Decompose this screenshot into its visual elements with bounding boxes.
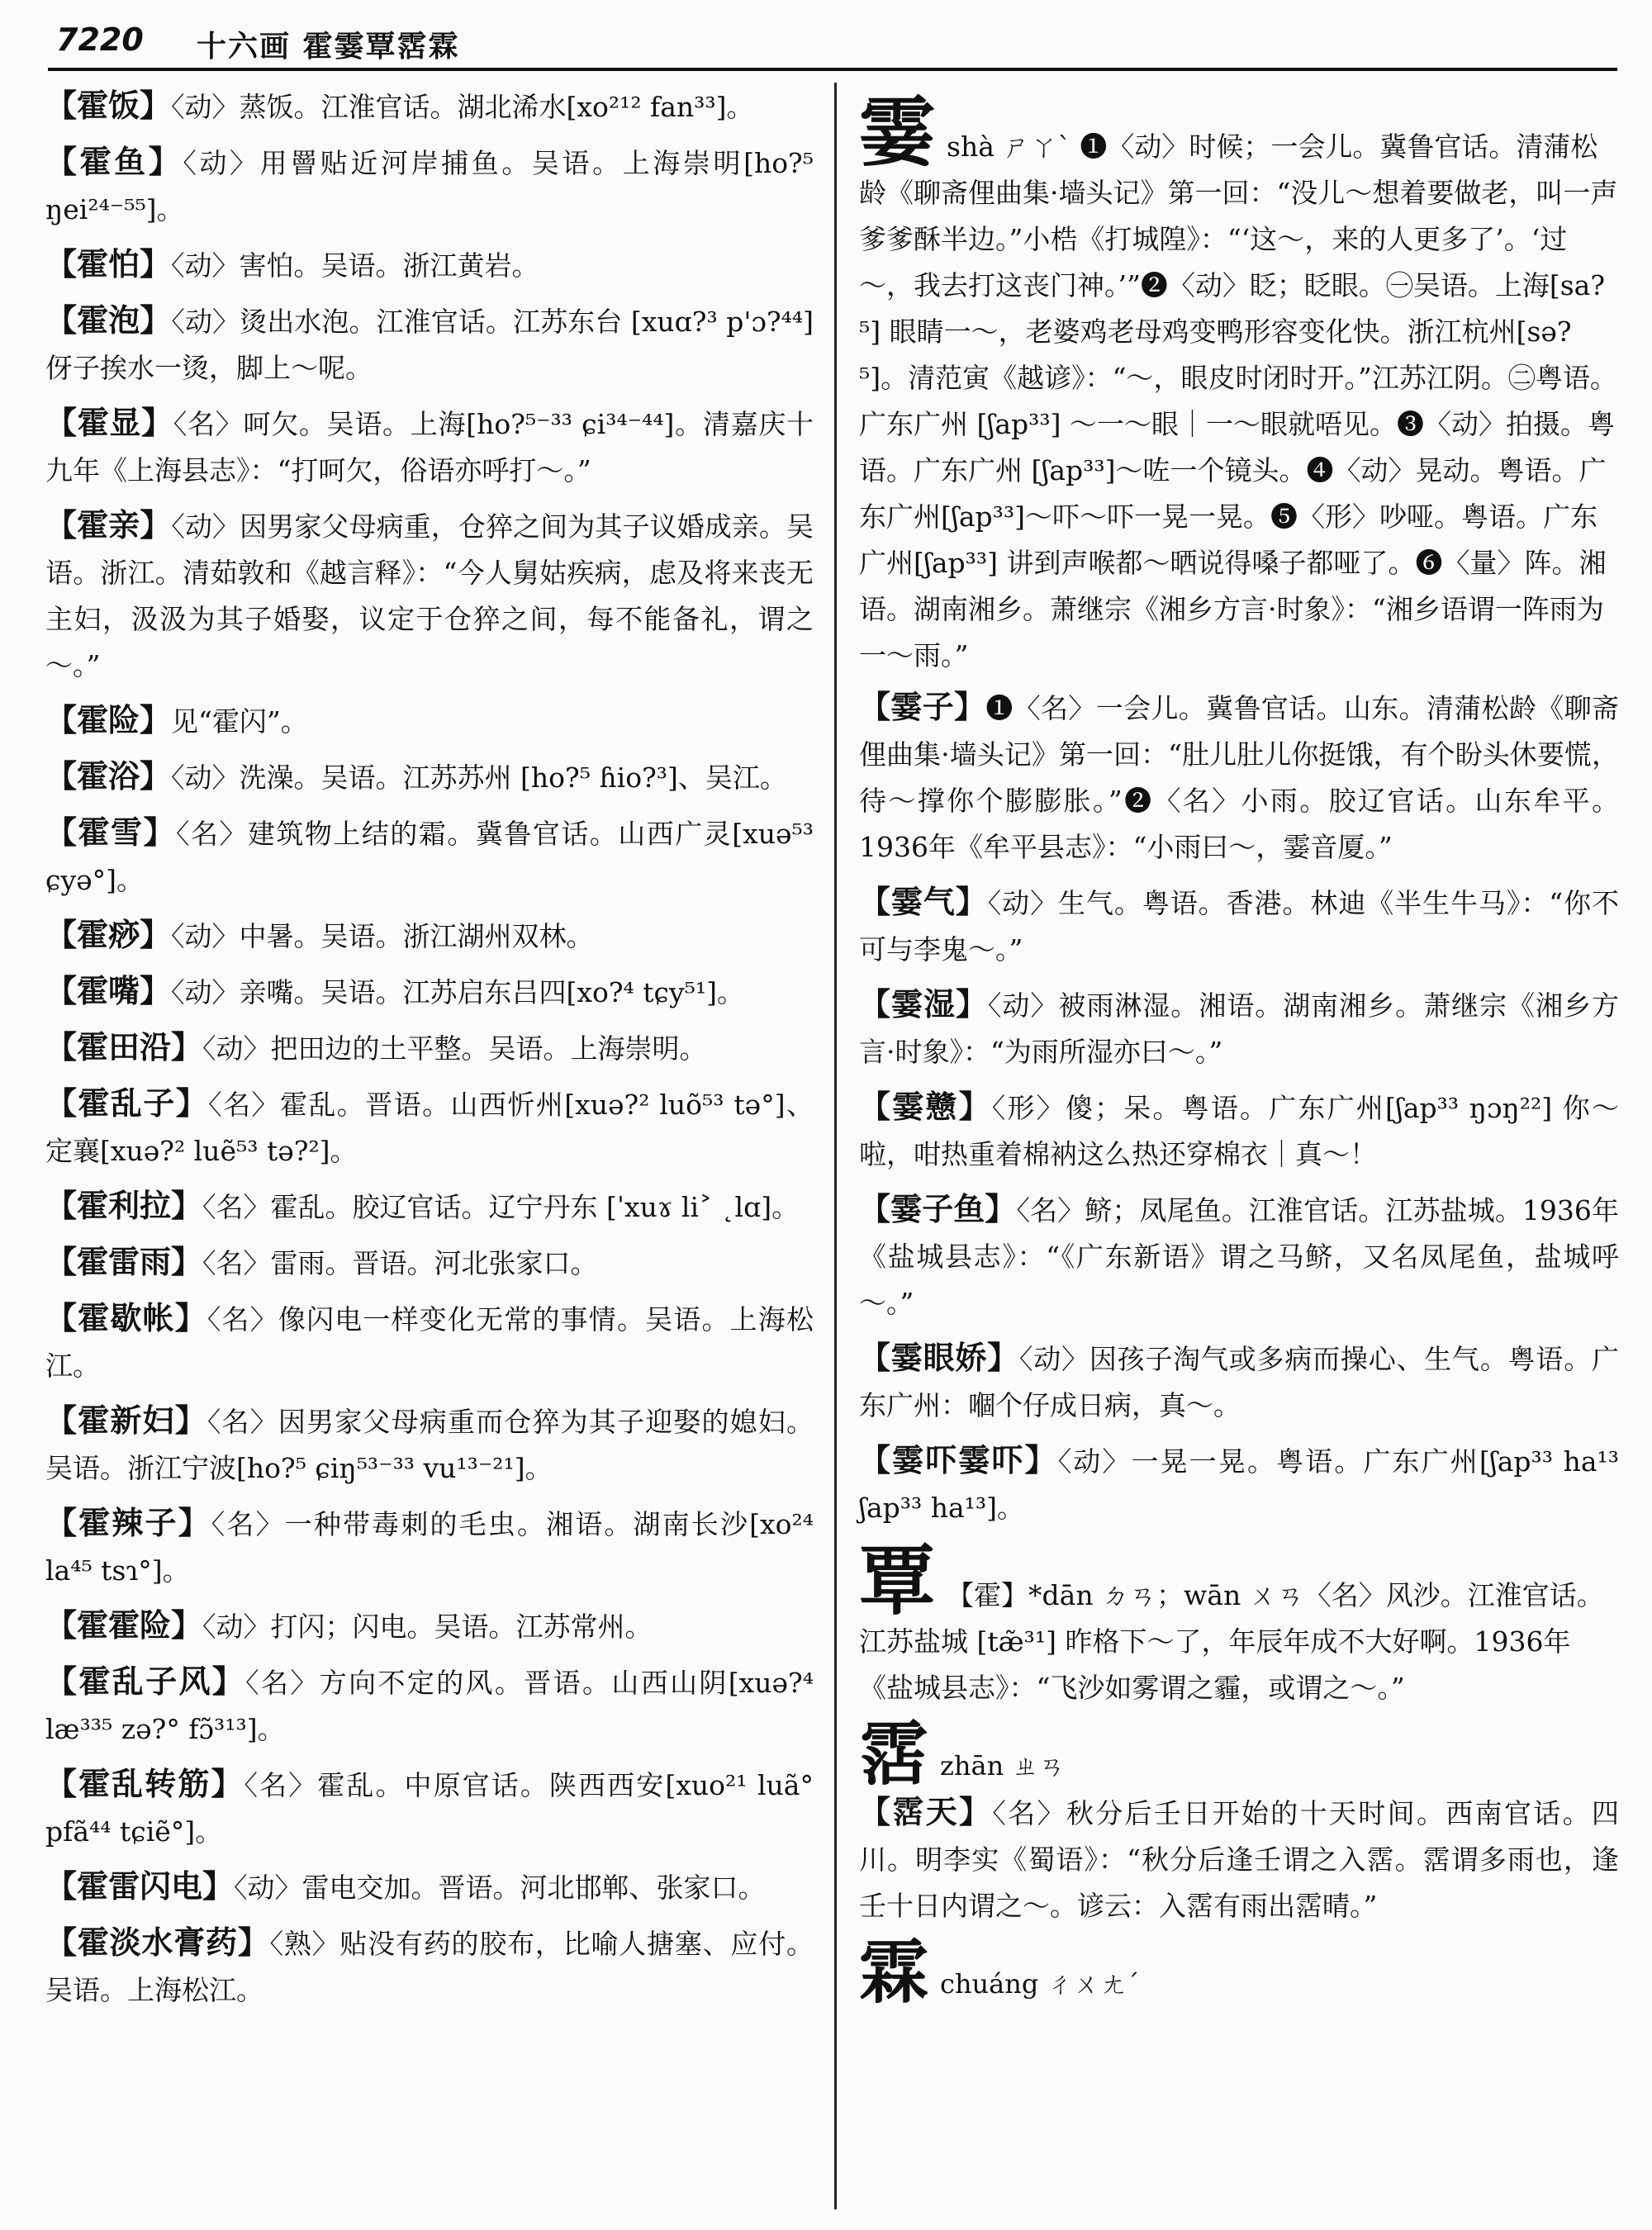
entry-headword: 【霎吓霎吓】 [859, 1442, 1058, 1478]
head-character: 霑 [859, 1713, 929, 1795]
entry-headword: 【霍雷雨】 [45, 1244, 203, 1280]
entry [859, 1084, 1619, 1178]
entry-headword: 【霍泡】 [45, 302, 172, 339]
character-definition: shà ㄕㄚˋ ❶〈动〉时候；一会儿。冀鲁官话。清蒲松龄《聊斋俚曲集·墙头记》第一回：“没儿～想着要做老，叫一声爹爹酥半边。”小梏《打城隍》：“‘这～，来的人更多了’。‘过～，我去打这丧门神。’”❷〈动〉眨；眨眼。㊀吴语。上海[sa?⁵] 眼睛一～，老婆鸡老母鸡变鸭形容变化快。浙江杭州[sə?⁵]。清范寅《越谚》：“～，眼皮时闭时开。”江苏江阴。㊁粤语。广东广州 [ʃap³³] ～一～眼｜一～眼就唔见。❸〈动〉拍摄。粤语。广东广州 [ʃap³³]～咗一个镜头。❹〈动〉晃动。粤语。广东广州[ʃap³³]～吓～吓一晃一晃。❺〈形〉吵哑。粤语。广东广州[ʃap³³] 讲到声喉都～晒说得嗓子都哑了。❻〈量〉阵。湘语。湖南湘乡。萧继宗《湘乡方言·时象》：“湘乡语谓一阵雨为一～雨。” [859, 130, 1618, 671]
entry [45, 968, 814, 1016]
entry-headword: 【霍辣子】 [45, 1505, 211, 1541]
entry-text: 〈动〉亲嘴。吴语。江苏启东吕四[xo?⁴ tɕy⁵¹]。 [171, 976, 744, 1008]
entry [45, 1239, 814, 1287]
entry [859, 879, 1619, 973]
entry-headword: 【霎戆】 [859, 1089, 992, 1125]
entry-text: 〈动〉因孩子淘气或多病而操心、生气。粤语。广东广州：嗰个仔成日病，真～。 [859, 1343, 1619, 1421]
entry-text: 〈名〉建筑物上结的霜。冀鲁官话。山西广灵[xuə⁵³ ɕyə°]。 [45, 818, 814, 896]
entry-headword: 【霍怕】 [45, 246, 172, 282]
entry [45, 1863, 814, 1911]
entry [45, 1295, 814, 1389]
entry-headword: 【霍霍险】 [45, 1607, 203, 1644]
entry-text: 〈动〉一晃一晃。粤语。广东广州[ʃap³³ ha¹³ ʃap³³ ha¹³]。 [859, 1445, 1619, 1524]
character-definition: 【霍】*dān ㄉㄢ；wān ㄨㄢ〈名〉风沙。江淮官话。江苏盐城 [tæ̃³¹] 昨格下～了，年辰年成不大好啊。1936年《盐城县志》：“飞沙如雾谓之霾，或谓之～。” [859, 1579, 1604, 1704]
entry-text: 〈名〉方向不定的风。晋语。山西山阴[xuə?⁴ læ³³⁵ zə?° fɔ̃³¹³]。 [45, 1667, 814, 1745]
head-character: 覃 [859, 1536, 936, 1625]
entry-text: 〈名〉霍乱。胶辽官话。辽宁丹东 [ˈxuɤ li˃ ˛lɑ]。 [202, 1191, 800, 1223]
entry-headword: 【霎气】 [859, 884, 988, 920]
entry [45, 1500, 814, 1594]
entry-text: 〈动〉烫出水泡。江淮官话。江苏东台 [xuɑ?³ p'ɔ?⁴⁴]伢子挨水一烫，脚上～呢。 [45, 306, 814, 384]
entry-text: 〈名〉秋分后壬日开始的十天时间。西南官话。四川。明李实《蜀语》：“秋分后逢壬谓之入霑。霑谓多雨也，逢壬十日内谓之～。谚云：入霑有雨出霑晴。” [859, 1797, 1619, 1922]
character-entry-tan [859, 1536, 1619, 1711]
entry-text: 〈形〉傻；呆。粤语。广东广州[ʃap³³ ŋɔŋ²²] 你～啦，咁热重着棉衲这么热还穿棉衣｜真～！ [859, 1092, 1619, 1170]
entry-headword: 【霍淡水膏药】 [45, 1924, 270, 1961]
head-character: 霖 [859, 1931, 929, 2013]
entry [45, 1397, 814, 1492]
entry-text: 〈名〉雷雨。晋语。河北张家口。 [202, 1247, 598, 1279]
entry [859, 981, 1619, 1075]
entry-text: 〈动〉因男家父母病重，仓猝之间为其子议婚成亲。吴语。浙江。清茹敦和《越言释》：“今人舅姑疾病，虑及将来丧无主妇，汲汲为其子婚娶，议定于仓猝之间，每不能备礼，谓之～。” [45, 510, 814, 681]
entry-text: 〈动〉用罾贴近河岸捕鱼。吴语。上海崇明[ho?⁵ ŋei²⁴⁻⁵⁵]。 [45, 147, 814, 225]
entry-headword: 【霎湿】 [859, 986, 988, 1022]
entry-headword: 【霍显】 [45, 405, 173, 441]
entry [859, 1335, 1619, 1429]
entry-text: 〈动〉把田边的土平整。吴语。上海崇明。 [202, 1032, 707, 1065]
entry-text: 〈名〉霍乱。晋语。山西忻州[xuə?² luõ⁵³ tə°]、定襄[xuə?² luẽ⁵³ tə?²]。 [45, 1089, 814, 1167]
entry [45, 753, 814, 801]
entry [45, 502, 814, 689]
entry-headword: 【霍嘴】 [45, 973, 172, 1009]
entry-text: 〈名〉一种带毒刺的毛虫。湘语。湖南长沙[xo²⁴ la⁴⁵ tsɿ°]。 [45, 1508, 814, 1587]
entry [45, 1658, 814, 1753]
entry-headword: 【霎眼娇】 [859, 1340, 1019, 1376]
entry-headword: 【霍新妇】 [45, 1402, 207, 1439]
entry-headword: 【霍险】 [45, 702, 172, 738]
entry [45, 809, 814, 904]
entry-headword: 【霍乱子】 [45, 1085, 209, 1122]
entry-text: 〈动〉被雨淋湿。湘语。湖南湘乡。萧继宗《湘乡方言·时象》：“为雨所湿亦曰～。” [859, 989, 1619, 1068]
entry-text: 〈动〉洗澡。吴语。江苏苏州 [ho?⁵ ɦio?³]、吴江。 [171, 762, 787, 794]
entry [45, 400, 814, 494]
entry [45, 1183, 814, 1231]
entry-text: 〈动〉生气。粤语。香港。林迪《半生牛马》：“你不可与李鬼～。” [859, 887, 1619, 966]
entry [45, 912, 814, 960]
entry-text: 〈动〉蒸饭。江淮官话。湖北浠水[xo²¹² fan³³]。 [171, 91, 754, 123]
entry-headword: 【霍利拉】 [45, 1188, 203, 1224]
entry-headword: 【霍乱子风】 [45, 1663, 246, 1700]
entry-headword: 【霍雷闪电】 [45, 1868, 235, 1905]
entry [45, 1080, 814, 1174]
entry [45, 139, 814, 233]
entry-text: 〈名〉呵欠。吴语。上海[ho?⁵⁻³³ ɕi³⁴⁻⁴⁴]。清嘉庆十九年《上海县志》：“打呵欠，俗语亦呼打～。” [45, 408, 814, 486]
entry [45, 1919, 814, 2014]
entry-headword: 【霑天】 [859, 1794, 993, 1830]
entry [45, 1024, 814, 1072]
entry-headword: 【霎子】 [859, 689, 986, 725]
character-entry-zhan [859, 1713, 1619, 1795]
entry [859, 684, 1619, 871]
entry [859, 1437, 1619, 1531]
character-pronunciation: chuáng ㄔㄨㄤˊ [940, 1968, 1140, 2000]
entry [45, 241, 814, 289]
character-entry-sha [859, 88, 1619, 679]
right-column [859, 83, 1619, 2013]
entry-headword: 【霍痧】 [45, 917, 172, 953]
entry-text: 〈动〉雷电交加。晋语。河北邯郸、张家口。 [234, 1872, 766, 1904]
entry-text: 〈动〉打闪；闪电。吴语。江苏常州。 [202, 1611, 653, 1643]
entry-headword: 【霍雪】 [45, 814, 176, 851]
entry [45, 1602, 814, 1650]
entry-text: 〈动〉中暑。吴语。浙江湖州双林。 [171, 920, 594, 952]
entry [45, 83, 814, 130]
entry-headword: 【霍鱼】 [45, 144, 183, 180]
character-entry-chuang [859, 1931, 1619, 2013]
entry [45, 297, 814, 391]
entry [45, 697, 814, 745]
page-number: 7220 [56, 21, 144, 58]
entry-text: 〈名〉因男家父母病重而仓猝为其子迎娶的媳妇。吴语。浙江宁波[ho?⁵ ɕiŋ⁵³⁻³³ vu¹³⁻²¹]。 [45, 1406, 814, 1484]
entry-headword: 【霍饭】 [45, 88, 172, 124]
entry [859, 1186, 1619, 1326]
entry-headword: 【霍乱转筋】 [45, 1766, 244, 1802]
entry-text: 〈名〉霍乱。中原官话。陕西西安[xuo²¹ luã° pfã⁴⁴ tɕiẽ°]。 [45, 1769, 814, 1848]
entry-text: ❶〈名〉一会儿。冀鲁官话。山东。清蒲松龄《聊斋俚曲集·墙头记》第一回：“肚儿肚儿你挺饿，有个盼头休要慌，待～撑你个膨膨胀。”❷〈名〉小雨。胶辽官话。山东牟平。1936年《牟平县志》：“小雨曰～，霎音厦。” [859, 692, 1619, 863]
entry-headword: 【霍亲】 [45, 507, 172, 543]
entry-headword: 【霍浴】 [45, 758, 172, 795]
entry-headword: 【霍歇帐】 [45, 1300, 207, 1336]
entry-text: 〈名〉像闪电一样变化无常的事情。吴语。上海松江。 [45, 1303, 814, 1382]
entry-text: 〈动〉害怕。吴语。浙江黄岩。 [171, 249, 539, 282]
entry [45, 1761, 814, 1855]
left-column [45, 83, 814, 2022]
head-character: 霎 [859, 88, 936, 177]
page-header [48, 18, 1617, 71]
entry-text: 〈熟〉贴没有药的胶布，比喻人搪塞、应付。吴语。上海松江。 [45, 1928, 814, 2006]
column-divider [834, 83, 837, 2209]
running-head: 十六画 霍霎覃霑霖 [197, 30, 460, 64]
entry [859, 1789, 1619, 1929]
entry-text: 见“霍闪”。 [171, 705, 308, 738]
character-pronunciation: zhān ㄓㄢ [940, 1750, 1066, 1782]
entry-text: 〈名〉鲚；凤尾鱼。江淮官话。江苏盐城。1936年《盐城县志》：“《广东新语》谓之马鲚，又名凤尾鱼，盐城呼～。” [859, 1194, 1619, 1319]
entry-headword: 【霎子鱼】 [859, 1191, 1017, 1227]
entry-headword: 【霍田沿】 [45, 1029, 203, 1065]
